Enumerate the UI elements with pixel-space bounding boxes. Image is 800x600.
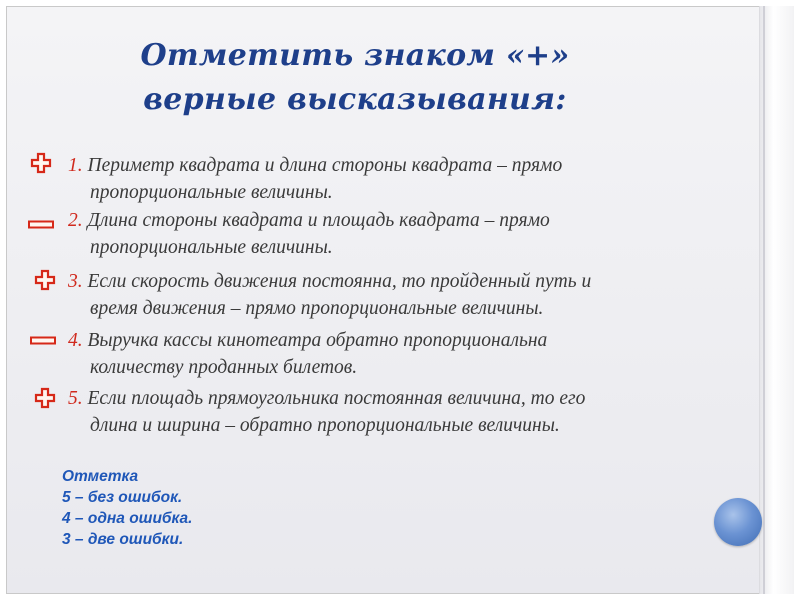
- statement-text: Длина стороны квадрата и площадь квадрата – прямо: [87, 210, 550, 231]
- statement-2: [68, 207, 768, 261]
- statement-text-continued: пропорциональные величины.: [90, 182, 333, 203]
- minus-mark-icon: [30, 336, 56, 346]
- statement-5: [68, 385, 768, 439]
- plus-mark-icon: [34, 387, 56, 409]
- statement-text-continued: время движения – прямо пропорциональные величины.: [90, 298, 544, 319]
- grading-line: 3 – две ошибки.: [62, 531, 184, 548]
- statement-number: 3.: [68, 271, 83, 292]
- statement-number: 4.: [68, 330, 83, 351]
- minus-mark-icon: [28, 220, 54, 230]
- statement-text: Периметр квадрата и длина стороны квадрата – прямо: [87, 155, 563, 176]
- grading-line: 4 – одна ошибка.: [62, 510, 193, 527]
- statement-text-continued: пропорциональные величины.: [90, 237, 333, 258]
- statement-text: Выручка кассы кинотеатра обратно пропорциональна: [87, 330, 548, 351]
- grading-line: 5 – без ошибок.: [62, 489, 183, 506]
- blue-orb-icon[interactable]: [714, 498, 762, 546]
- title-line-2: верные высказывания:: [143, 82, 567, 117]
- statement-number: 2.: [68, 210, 83, 231]
- title-line-1: Отметить знаком «+»: [140, 38, 570, 73]
- slide-title: [0, 34, 710, 122]
- statement-number: 1.: [68, 155, 83, 176]
- plus-mark-icon: [34, 269, 56, 291]
- statement-text-continued: количеству проданных билетов.: [90, 357, 358, 378]
- grading-scale: [62, 466, 192, 550]
- grading-heading: Отметка: [62, 468, 139, 485]
- plus-mark-icon: [30, 152, 52, 174]
- statement-number: 5.: [68, 388, 83, 409]
- statement-3: [68, 268, 768, 322]
- statement-text-continued: длина и ширина – обратно пропорциональные величины.: [90, 415, 560, 436]
- statement-text: Если скорость движения постоянна, то пройденный путь и: [87, 271, 592, 292]
- statement-4: [68, 327, 768, 381]
- statement-1: [68, 152, 768, 206]
- statement-text: Если площадь прямоугольника постоянная величина, то его: [87, 388, 586, 409]
